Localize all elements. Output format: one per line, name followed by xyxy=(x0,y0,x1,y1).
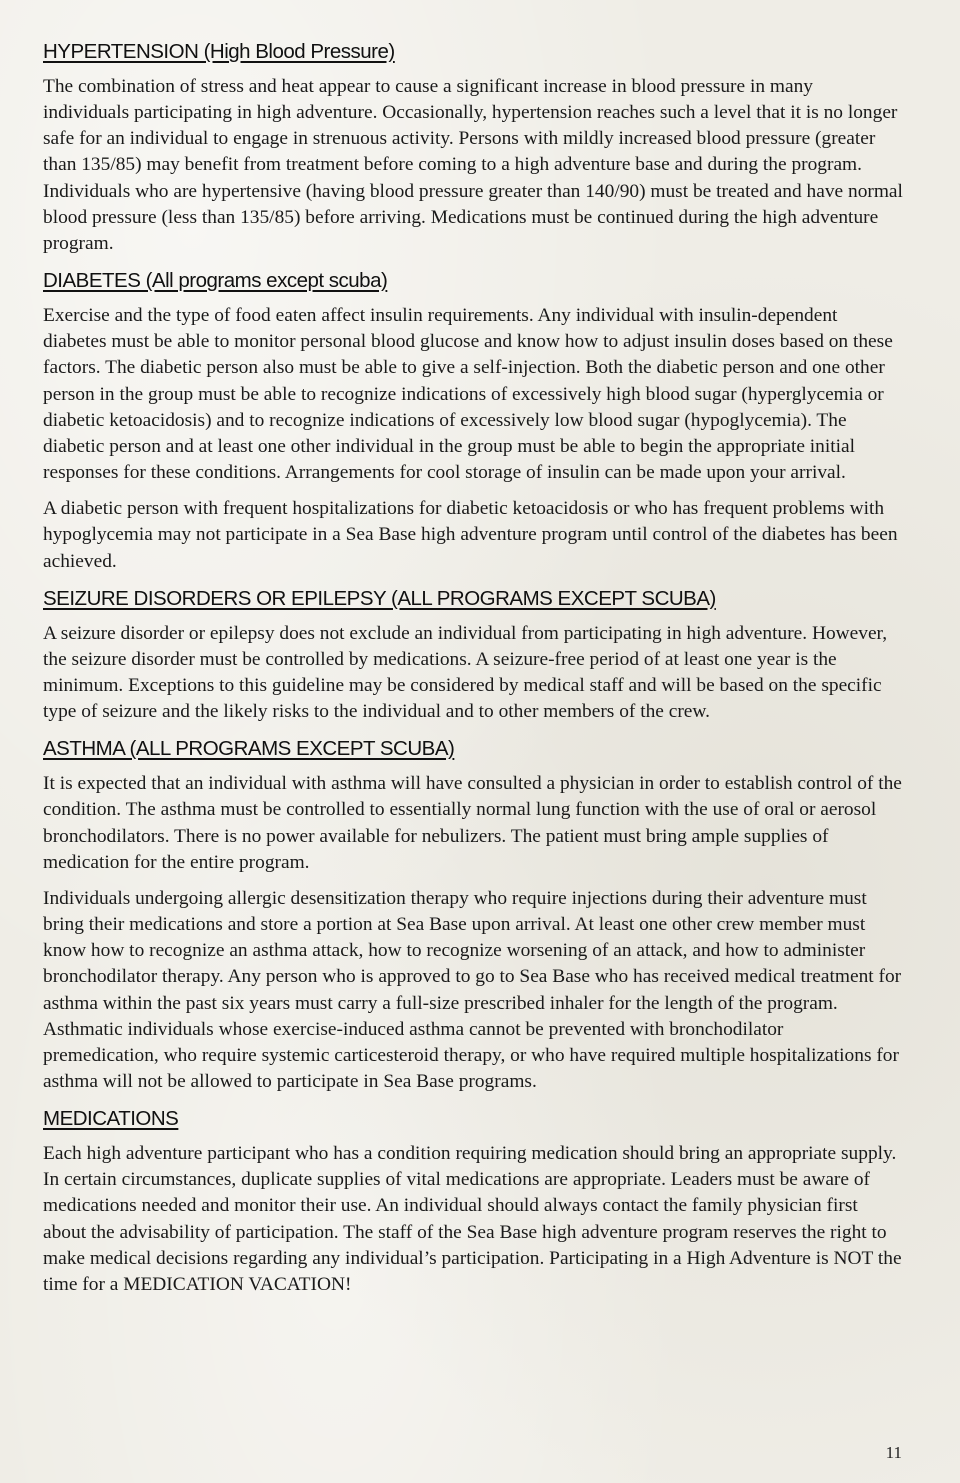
paragraph: Exercise and the type of food eaten affect insulin requirements. Any individual with insulin-dependent diabetes must be able to monitor personal blood glucose and know how to adjust insulin doses based on these factors. The diabetic person also must be able to give a self-injection. Both the diabetic person and one other person in the group must be able to recognize indications of excessively high blood sugar (hyperglycemia or diabetic ketoacidosis) and to recognize indications of excessively low blood sugar (hypoglycemia). The diabetic person and at least one other individual in the group must be able to begin the appropriate initial responses for these conditions. Arrangements for cool storage of insulin can be made upon your arrival. xyxy=(43,305,893,484)
section-heading: DIABETES (All programs except scuba) xyxy=(43,269,388,293)
section-diabetes xyxy=(43,267,903,575)
paragraph: Each high adventure participant who has a condition requiring medication should bring an appropriate supply. In certain circumstances, duplicate supplies of vital medications are appropriate. Leaders must be aware of medications needed and monitor their use. An individual should always contact the family physician first about the advisability of participation. The staff of the Sea Base high adventure program reserves the right to make medical decisions regarding any individual’s participation. Participating in a High Adventure is NOT the time for a MEDICATION VACATION! xyxy=(43,1143,902,1295)
paragraph: The combination of stress and heat appear to cause a significant increase in blood pressure in many individuals participating in high adventure. Occasionally, hypertension reaches such a level that it is no longer safe for an individual to engage in strenuous activity. Persons with mildly increased blood pressure (greater than 135/85) may benefit from treatment before coming to a high adventure base and during the program. Individuals who are hypertensive (having blood pressure greater than 140/90) must be treated and have normal blood pressure (less than 135/85) before arriving. Medications must be continued during the high adventure program. xyxy=(43,76,903,254)
section-seizure-disorders xyxy=(43,585,903,726)
section-heading: SEIZURE DISORDERS OR EPILEPSY (ALL PROGRAMS EXCEPT SCUBA) xyxy=(43,586,716,610)
paragraph: A seizure disorder or epilepsy does not exclude an individual from participating in high adventure. However, the seizure disorder must be controlled by medications. A seizure-free period of at least one year is the minimum. Exceptions to this guideline may be considered by medical staff and will be based on the specific type of seizure and the likely risks to the individual and to other members of the crew. xyxy=(43,622,888,723)
section-medications xyxy=(43,1105,903,1298)
section-hypertension xyxy=(43,38,903,257)
section-asthma xyxy=(43,735,903,1095)
section-heading: ASTHMA (ALL PROGRAMS EXCEPT SCUBA) xyxy=(43,737,455,761)
paragraph: A diabetic person with frequent hospitalizations for diabetic ketoacidosis or who has frequent problems with hypoglycemia may not participate in a Sea Base high adventure program until control of the diabetes has been achieved. xyxy=(43,498,898,572)
document-page xyxy=(43,38,903,1308)
section-heading: HYPERTENSION (High Blood Pressure) xyxy=(43,40,395,63)
section-heading: MEDICATIONS xyxy=(43,1107,179,1131)
paragraph: It is expected that an individual with asthma will have consulted a physician in order to establish control of the condition. The asthma must be controlled to essentially normal lung function with the use of oral or aerosol bronchodilators. There is no power available for nebulizers. The patient must bring ample supplies of medication for the entire program. xyxy=(43,773,902,873)
paragraph: Individuals undergoing allergic desensitization therapy who require injections during their adventure must bring their medications and store a portion at Sea Base upon arrival. At least one other crew member must know how to recognize an asthma attack, how to recognize worsening of an attack, and how to administer bronchodilator therapy. Any person who is approved to go to Sea Base who has received medical treatment for asthma within the past six years must carry a full-size prescribed inhaler for the length of the program. Asthmatic individuals whose exercise-induced asthma cannot be prevented with bronchodilator premedication, who require systemic carticesteroid therapy, or who have required multiple hospitalizations for asthma will not be allowed to participate in Sea Base programs. xyxy=(43,887,902,1092)
page-number: 11 xyxy=(885,1443,902,1462)
